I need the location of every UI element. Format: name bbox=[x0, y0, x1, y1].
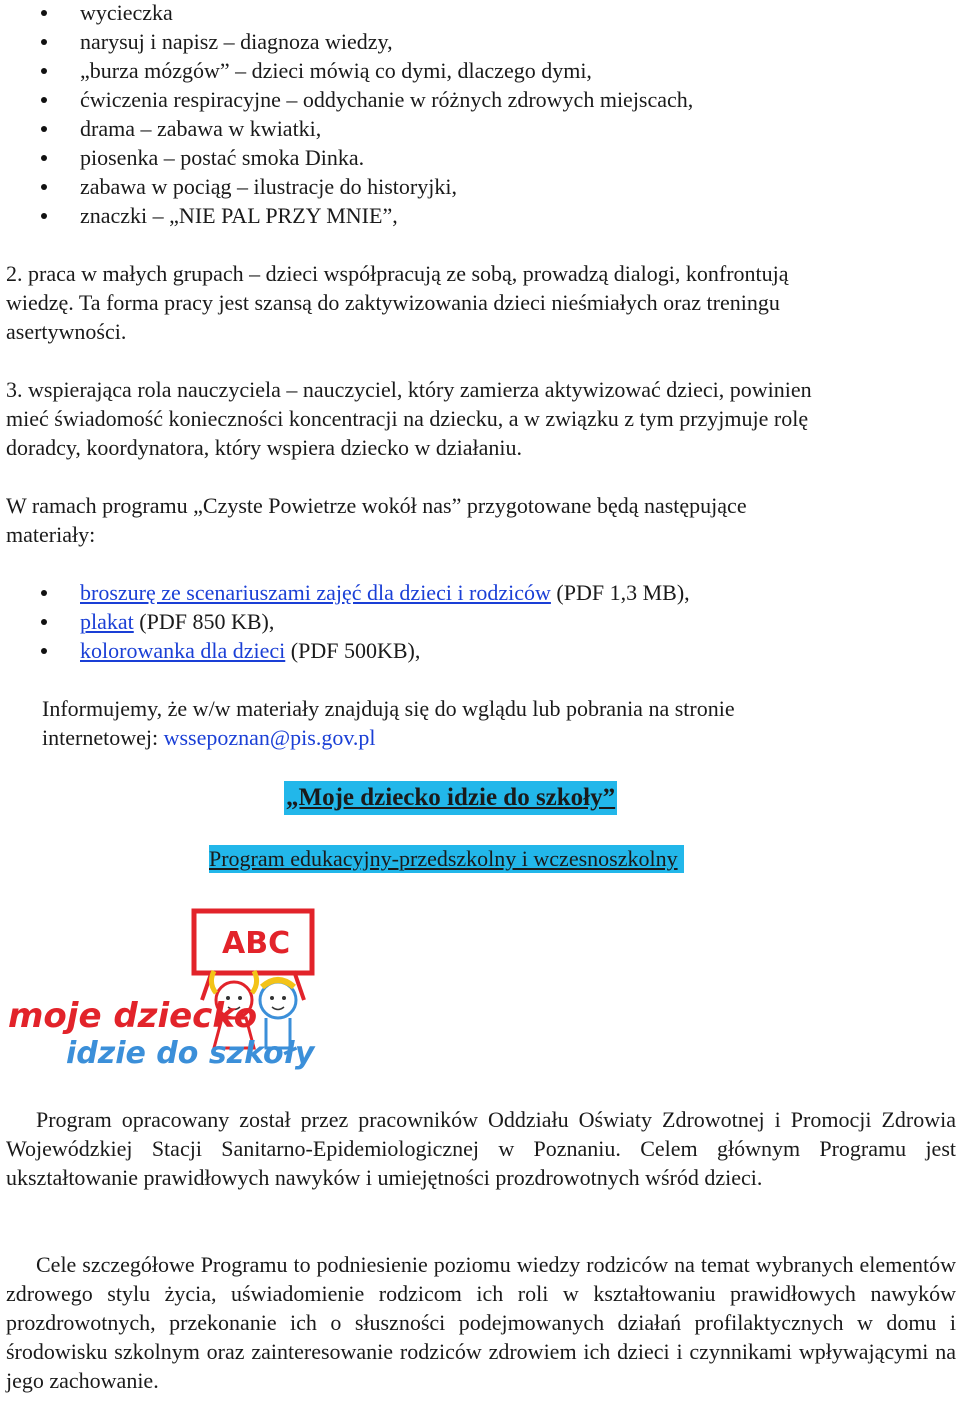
bullet-icon bbox=[41, 39, 47, 45]
bullet-icon bbox=[41, 68, 47, 74]
bullet-icon bbox=[41, 10, 47, 16]
coloring-book-link[interactable]: kolorowanka dla dzieci bbox=[80, 638, 286, 663]
logo-line2: idzie do szkoły bbox=[66, 1036, 315, 1071]
point2-line: 2. praca w małych grupach – dzieci współpracują ze sobą, prowadzą dialogi, konfrontują bbox=[6, 261, 789, 286]
program-description: Program opracowany został przez pracowników Oddziału Oświaty Zdrowotnej i Promocji Zdrowia Wojewódzkiej Stacji Sanitarno-Epidemiologicznej w Poznaniu. Celem głównym Programu jest ukształtowanie prawidłowych nawyków i umiejętności prozdrowotnych wśród dzieci. bbox=[6, 1107, 956, 1190]
point3-line: mieć świadomość konieczności koncentracji na dziecku, a w związku z tym przyjmuje rolę bbox=[6, 406, 809, 431]
bullet-icon bbox=[41, 590, 47, 596]
section-title: „Moje dziecko idzie do szkoły” bbox=[284, 781, 617, 815]
materials-intro-line: materiały: bbox=[6, 522, 96, 547]
info-line: internetowej: wssepoznan@pis.gov.pl bbox=[42, 725, 376, 750]
bullet-icon bbox=[41, 97, 47, 103]
email-link[interactable]: wssepoznan@pis.gov.pl bbox=[163, 725, 376, 750]
section-subtitle: Program edukacyjny-przedszkolny i wczesnoszkolny bbox=[209, 845, 684, 873]
bullet-icon bbox=[41, 184, 47, 190]
brochure-link[interactable]: broszurę ze scenariuszami zajęć dla dzieci i rodziców bbox=[80, 580, 551, 605]
point3-line: 3. wspierająca rola nauczyciela – nauczyciel, który zamierza aktywizować dzieci, powinien bbox=[6, 377, 812, 402]
materials-intro-line: W ramach programu „Czyste Powietrze wokół nas” przygotowane będą następujące bbox=[6, 493, 747, 518]
logo-line1: moje dziecko bbox=[8, 996, 258, 1036]
bullet-icon bbox=[41, 126, 47, 132]
bullet-icon bbox=[41, 155, 47, 161]
program-logo bbox=[6, 905, 316, 1075]
poster-link[interactable]: plakat bbox=[80, 609, 134, 634]
info-line: Informujemy, że w/w materiały znajdują się do wglądu lub pobrania na stronie bbox=[42, 696, 735, 721]
bullet-icon bbox=[41, 619, 47, 625]
logo-abc: ABC bbox=[222, 926, 291, 961]
point3-line: doradcy, koordynatora, który wspiera dziecko w działaniu. bbox=[6, 435, 523, 460]
bullet-icon bbox=[41, 648, 47, 654]
bullet-icon bbox=[41, 213, 47, 219]
point2-line: asertywności. bbox=[6, 319, 127, 344]
point2-line: wiedzę. Ta forma pracy jest szansą do zaktywizowania dzieci nieśmiałych oraz treningu bbox=[6, 290, 780, 315]
program-goals: Cele szczegółowe Programu to podniesienie poziomu wiedzy rodziców na temat wybranych elementów zdrowego stylu życia, uświadomienie rodzicom ich roli w kształtowaniu prawidłowych nawyków prozdrowotnych, przekonanie ich o słuszności podejmowanych działań profilaktycznych w domu i środowisku szkolnym oraz zainteresowanie rodziców zdrowiem ich dzieci i czynnikami wpływającymi na jego zachowanie. bbox=[6, 1252, 956, 1393]
